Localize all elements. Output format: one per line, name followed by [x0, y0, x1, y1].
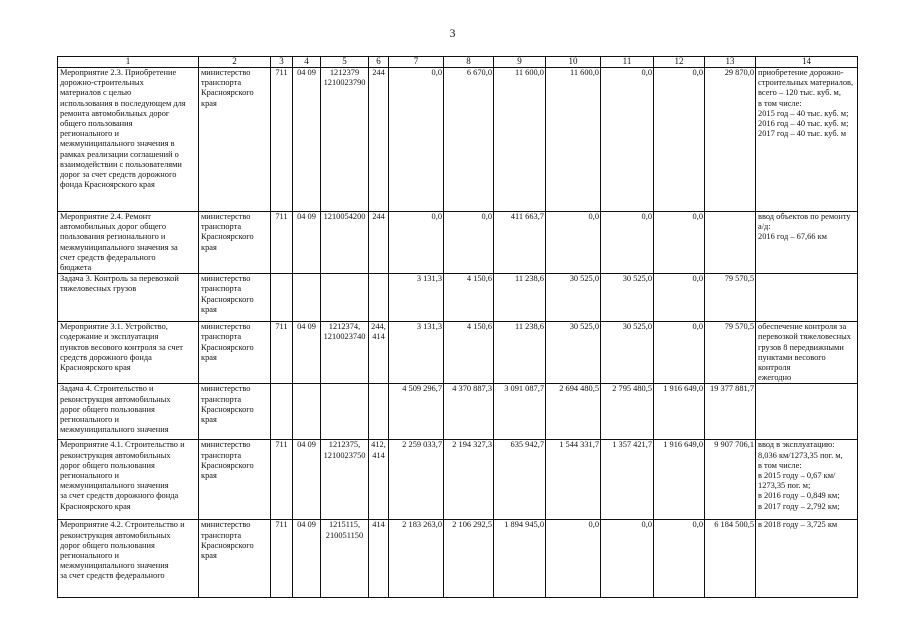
table-row — [58, 274, 858, 322]
cell-executor: министерство транспорта Красноярского края — [199, 520, 271, 598]
cell-year-2016: 11 238,6 — [494, 322, 546, 384]
cell-total: 9 907 706,1 — [705, 440, 756, 520]
cell-csr-code: 1212375, 1210023750 — [321, 440, 369, 520]
cell-year-2018: 0,0 — [601, 212, 654, 274]
cell-expected-result: обеспечение контроля за перевозкой тяжеловесных грузов 8 передвижными пунктами весового контроля ежегодно — [756, 322, 858, 384]
page-number: 3 — [449, 26, 456, 40]
cell-year-2014: 2 183 263,0 — [389, 520, 444, 598]
cell-csr-code: 1212379 1210023790 — [321, 68, 369, 212]
cell-expected-result — [756, 384, 858, 440]
cell-executor: министерство транспорта Красноярского края — [199, 384, 271, 440]
cell-expected-result: ввод объектов по ремонту а/д: 2016 год – 67,66 км — [756, 212, 858, 274]
cell-year-2015: 0,0 — [444, 212, 494, 274]
cell-grbs-code: 711 — [271, 212, 293, 274]
header-cell: 6 — [369, 57, 389, 68]
cell-year-2019: 0,0 — [654, 274, 705, 322]
cell-rzpr-code: 04 09 — [293, 68, 321, 212]
header-cell: 1 — [58, 57, 199, 68]
cell-year-2017: 30 525,0 — [546, 274, 601, 322]
cell-year-2016: 3 091 087,7 — [494, 384, 546, 440]
header-cell: 12 — [654, 57, 705, 68]
cell-year-2018: 0,0 — [601, 68, 654, 212]
cell-year-2017: 30 525,0 — [546, 322, 601, 384]
cell-total — [705, 212, 756, 274]
cell-grbs-code: 711 — [271, 322, 293, 384]
cell-rzpr-code — [293, 384, 321, 440]
header-cell: 13 — [705, 57, 756, 68]
header-cell: 3 — [271, 57, 293, 68]
table-row — [58, 384, 858, 440]
cell-year-2019: 0,0 — [654, 322, 705, 384]
header-cell: 7 — [389, 57, 444, 68]
cell-year-2015: 4 150,6 — [444, 274, 494, 322]
header-cell: 14 — [756, 57, 858, 68]
cell-year-2015: 2 194 327,3 — [444, 440, 494, 520]
cell-csr-code: 1215115, 210051150 — [321, 520, 369, 598]
cell-activity-name: Мероприятие 2.3. Приобретение дорожно-строительных материалов с целью использования в последующем для ремонта автомобильных дорог общего пользования регионального и межмуниципального значения в рамках реализации соглашений о взаимодействии с пользователями дорог за счет средств дорожного фонда Красноярского края — [58, 68, 199, 212]
cell-total: 79 570,5 — [705, 322, 756, 384]
cell-year-2017: 11 600,0 — [546, 68, 601, 212]
cell-grbs-code: 711 — [271, 440, 293, 520]
cell-rzpr-code — [293, 274, 321, 322]
cell-grbs-code — [271, 384, 293, 440]
cell-year-2014: 3 131,3 — [389, 322, 444, 384]
cell-year-2014: 2 259 033,7 — [389, 440, 444, 520]
table-row — [58, 212, 858, 274]
cell-year-2014: 3 131,3 — [389, 274, 444, 322]
table-row — [58, 440, 858, 520]
cell-year-2019: 1 916 649,0 — [654, 384, 705, 440]
cell-year-2015: 4 370 887,3 — [444, 384, 494, 440]
cell-year-2017: 0,0 — [546, 520, 601, 598]
cell-grbs-code: 711 — [271, 520, 293, 598]
cell-executor: министерство транспорта Красноярского края — [199, 322, 271, 384]
cell-vr-code: 414 — [369, 520, 389, 598]
header-cell: 11 — [601, 57, 654, 68]
cell-year-2016: 635 942,7 — [494, 440, 546, 520]
cell-total: 79 570,5 — [705, 274, 756, 322]
cell-year-2018: 1 357 421,7 — [601, 440, 654, 520]
header-cell: 8 — [444, 57, 494, 68]
cell-year-2016: 1 894 945,0 — [494, 520, 546, 598]
cell-year-2015: 6 670,0 — [444, 68, 494, 212]
cell-total: 29 870,0 — [705, 68, 756, 212]
cell-executor: министерство транспорта Красноярского края — [199, 212, 271, 274]
cell-year-2017: 1 544 331,7 — [546, 440, 601, 520]
cell-rzpr-code: 04 09 — [293, 440, 321, 520]
cell-year-2018: 0,0 — [601, 520, 654, 598]
cell-year-2017: 2 694 480,5 — [546, 384, 601, 440]
cell-activity-name: Мероприятие 4.1. Строительство и реконструкция автомобильных дорог общего пользования регионального и межмуниципального значения за счет средств дорожного фонда Красноярского края — [58, 440, 199, 520]
cell-rzpr-code: 04 09 — [293, 322, 321, 384]
cell-year-2019: 0,0 — [654, 520, 705, 598]
cell-activity-name: Мероприятие 2.4. Ремонт автомобильных дорог общего пользования регионального и межмуниципального значения за счет средств федерального бюджета — [58, 212, 199, 274]
cell-year-2018: 30 525,0 — [601, 322, 654, 384]
header-cell: 4 — [293, 57, 321, 68]
cell-csr-code: 1212374, 1210023740 — [321, 322, 369, 384]
cell-total: 19 377 881,7 — [705, 384, 756, 440]
table-row — [58, 322, 858, 384]
cell-year-2018: 2 795 480,5 — [601, 384, 654, 440]
cell-year-2016: 11 600,0 — [494, 68, 546, 212]
cell-year-2014: 4 509 296,7 — [389, 384, 444, 440]
cell-vr-code — [369, 274, 389, 322]
cell-expected-result: в 2018 году – 3,725 км — [756, 520, 858, 598]
cell-vr-code: 244 — [369, 68, 389, 212]
cell-expected-result — [756, 274, 858, 322]
cell-year-2016: 11 238,6 — [494, 274, 546, 322]
cell-year-2019: 0,0 — [654, 68, 705, 212]
cell-year-2019: 1 916 649,0 — [654, 440, 705, 520]
cell-executor: министерство транспорта Красноярского края — [199, 440, 271, 520]
header-cell: 5 — [321, 57, 369, 68]
cell-rzpr-code: 04 09 — [293, 212, 321, 274]
cell-total: 6 184 500,5 — [705, 520, 756, 598]
cell-year-2019: 0,0 — [654, 212, 705, 274]
cell-activity-name: Задача 3. Контроль за перевозкой тяжеловесных грузов — [58, 274, 199, 322]
header-cell: 9 — [494, 57, 546, 68]
cell-vr-code: 244, 414 — [369, 322, 389, 384]
cell-activity-name: Задача 4. Строительство и реконструкция автомобильных дорог общего пользования регионального и межмуниципального значения — [58, 384, 199, 440]
table-row — [58, 68, 858, 212]
cell-executor: министерство транспорта Красноярского края — [199, 68, 271, 212]
program-activities-table — [57, 56, 858, 598]
cell-grbs-code: 711 — [271, 68, 293, 212]
cell-executor: министерство транспорта Красноярского края — [199, 274, 271, 322]
cell-expected-result: приобретение дорожно- строительных материалов, всего – 120 тыс. куб. м, в том числе: 2015 год – 40 тыс. куб. м; 2016 год – 40 тыс. куб. м; 2017 год – 40 тыс. куб. м — [756, 68, 858, 212]
cell-vr-code: 412, 414 — [369, 440, 389, 520]
cell-year-2015: 4 150,6 — [444, 322, 494, 384]
cell-year-2018: 30 525,0 — [601, 274, 654, 322]
table-header-row — [58, 57, 858, 68]
cell-vr-code — [369, 384, 389, 440]
cell-rzpr-code: 04 09 — [293, 520, 321, 598]
cell-activity-name: Мероприятие 3.1. Устройство, содержание и эксплуатация пунктов весового контроля за счет средств дорожного фонда Красноярского края — [58, 322, 199, 384]
cell-year-2015: 2 106 292,5 — [444, 520, 494, 598]
cell-year-2016: 411 663,7 — [494, 212, 546, 274]
cell-year-2014: 0,0 — [389, 212, 444, 274]
cell-activity-name: Мероприятие 4.2. Строительство и реконструкция автомобильных дорог общего пользования регионального и межмуниципального значения за счет средств федерального — [58, 520, 199, 598]
cell-grbs-code — [271, 274, 293, 322]
cell-expected-result: ввод в эксплуатацию: 8,036 км/1273,35 пог. м, в том числе: в 2015 году – 0,67 км/ 1273,35 пог. м; в 2016 году – 0,849 км; в 2017 году – 2,792 км; — [756, 440, 858, 520]
cell-csr-code — [321, 274, 369, 322]
cell-csr-code — [321, 384, 369, 440]
cell-csr-code: 1210054200 — [321, 212, 369, 274]
cell-year-2014: 0,0 — [389, 68, 444, 212]
header-cell: 2 — [199, 57, 271, 68]
table-row — [58, 520, 858, 598]
cell-year-2017: 0,0 — [546, 212, 601, 274]
header-cell: 10 — [546, 57, 601, 68]
cell-vr-code: 244 — [369, 212, 389, 274]
